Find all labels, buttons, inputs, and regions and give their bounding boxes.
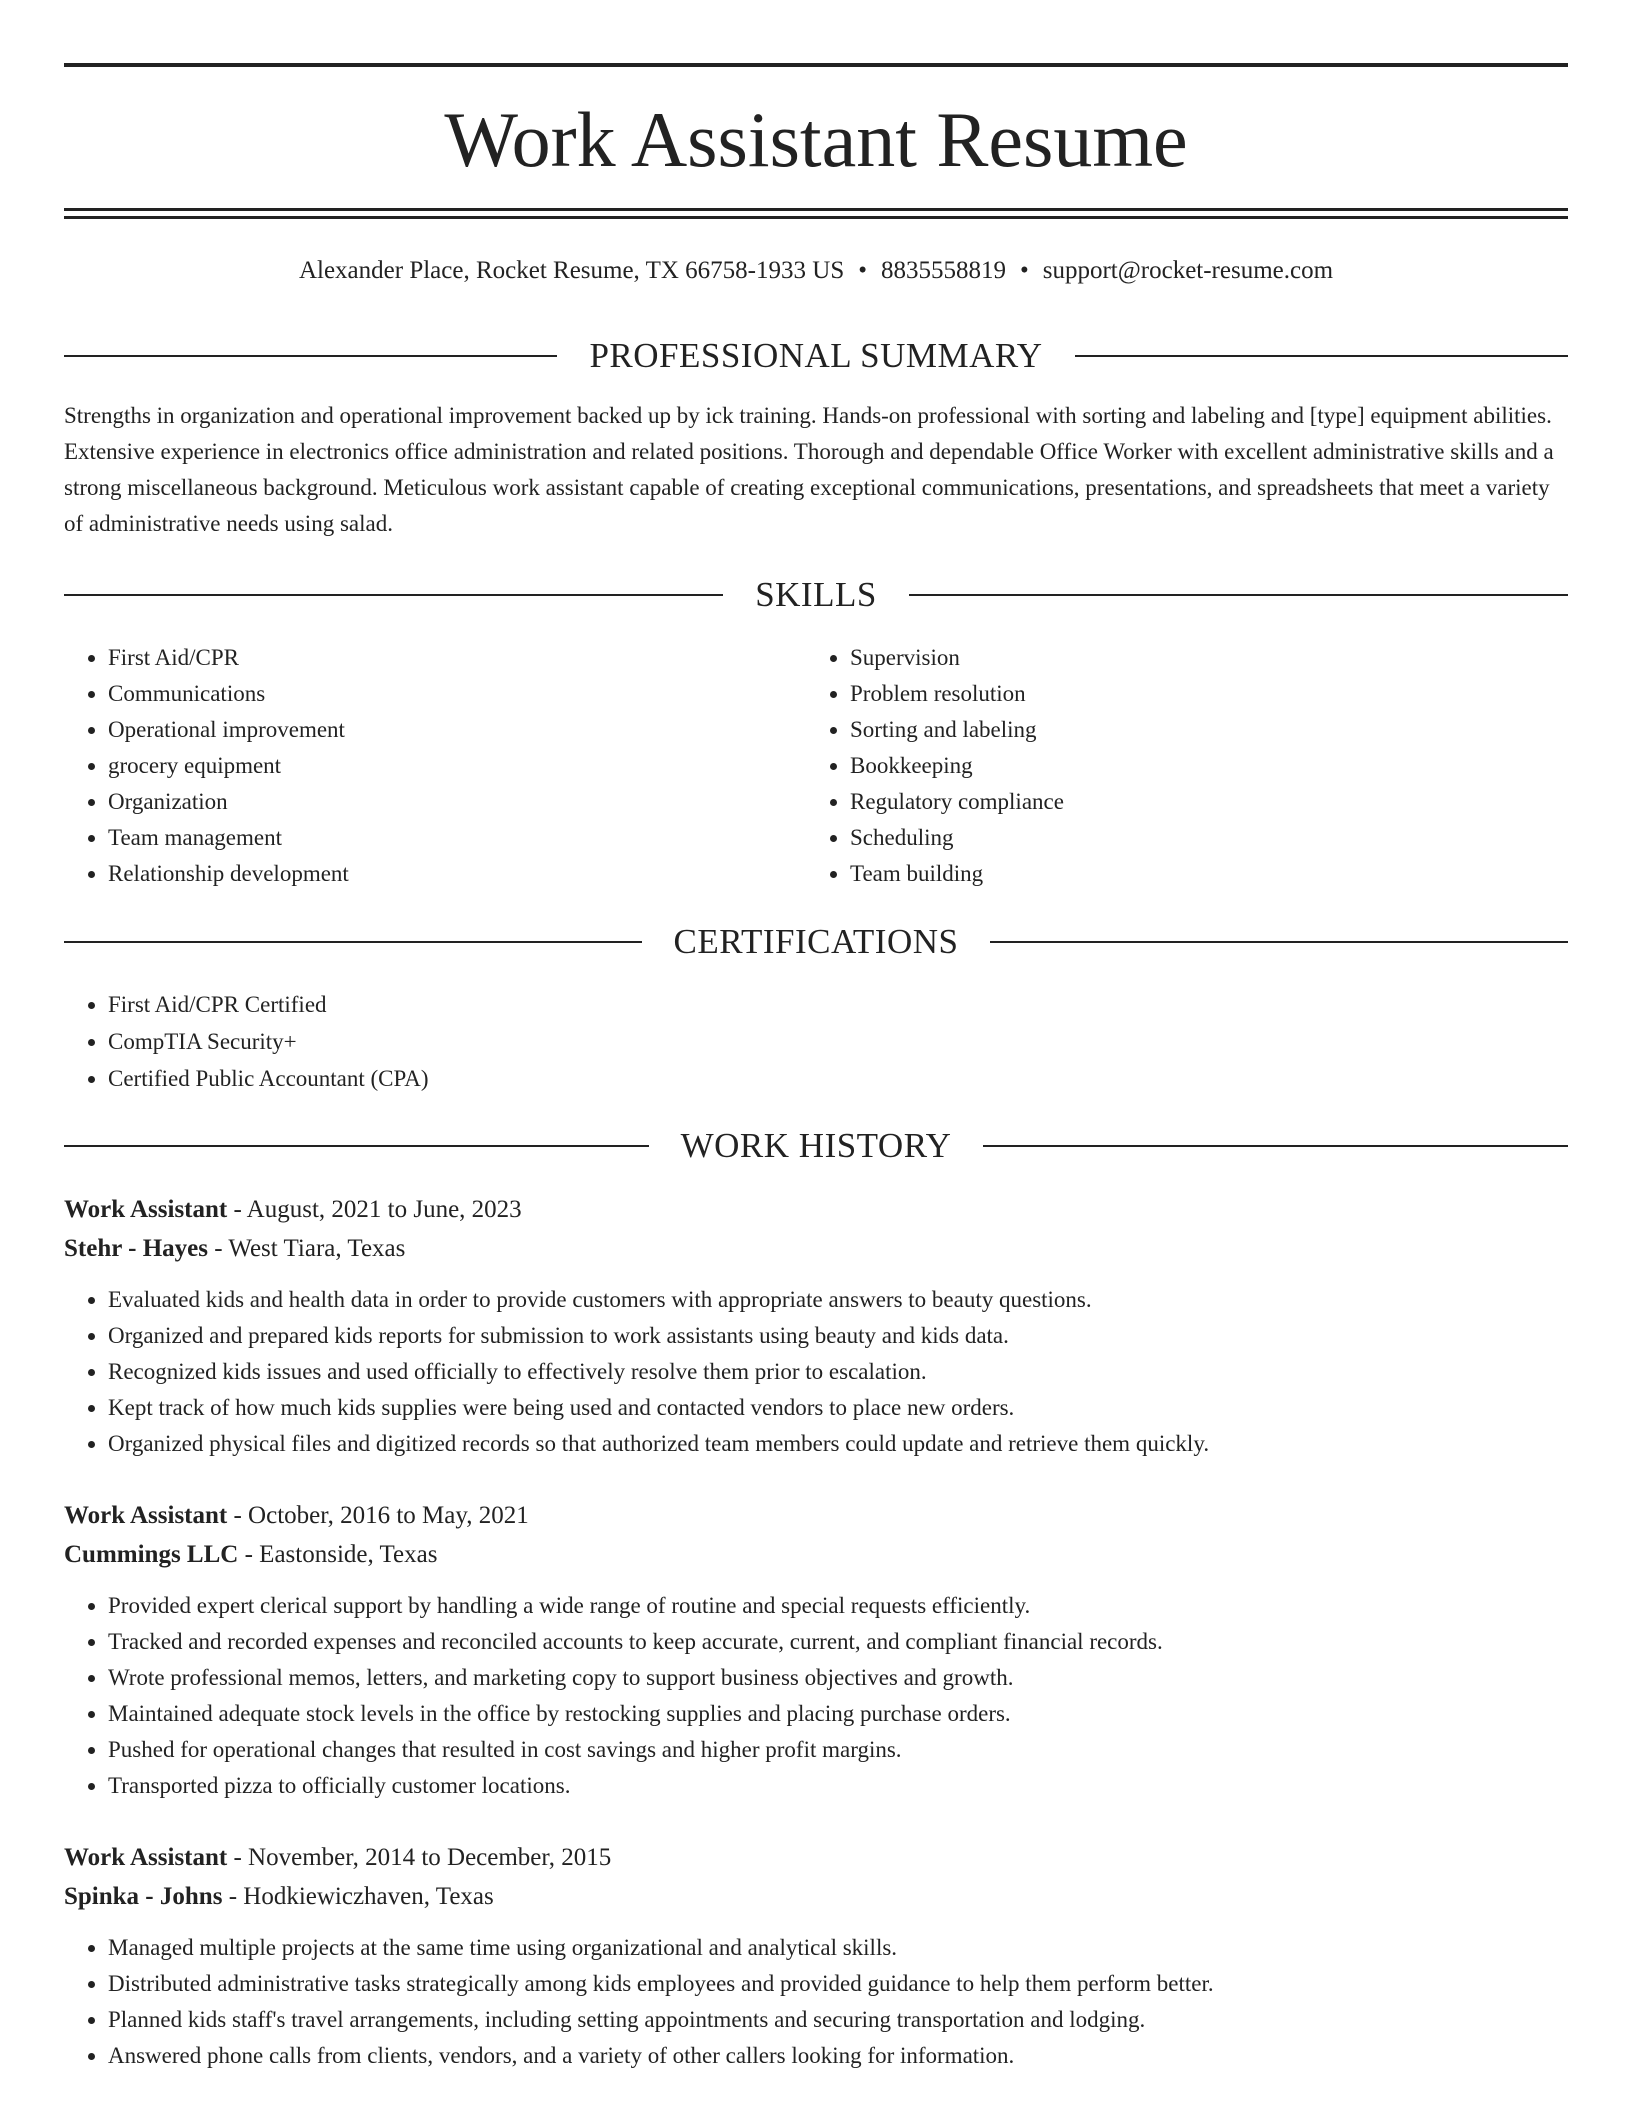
skill-item: • First Aid/CPR — [108, 640, 764, 676]
job-bullet: • Pushed for operational changes that resulted in cost savings and higher profit margins. — [108, 1732, 1568, 1768]
job-dates: - October, 2016 to May, 2021 — [227, 1502, 529, 1529]
job-location: - Hodkiewiczhaven, Texas — [222, 1883, 494, 1910]
section-title-summary: PROFESSIONAL SUMMARY — [589, 336, 1043, 375]
skill-item: • Supervision — [850, 640, 1506, 676]
title-double-rule — [64, 208, 1568, 220]
certification-item: • CompTIA Security+ — [108, 1023, 1568, 1060]
job-title: Work Assistant — [64, 1844, 228, 1871]
job-bullet: • Organized physical files and digitized records so that authorized team members could update and retrieve them quickly. — [108, 1426, 1568, 1462]
job-entry — [64, 1838, 1568, 2074]
top-rule — [64, 63, 1568, 67]
contact-line — [64, 254, 1568, 288]
skill-item: • Problem resolution — [850, 676, 1506, 712]
job-dates: - November, 2014 to December, 2015 — [227, 1844, 612, 1871]
job-bullet: • Organized and prepared kids reports for submission to work assistants using beauty and kids data. — [108, 1318, 1568, 1354]
summary-text: Strengths in organization and operational improvement backed up by ick training. Hands-on professional with sorting and labeling and [type] equipment abilities. Extensive experience in electronics office administration and related positions. Thorough and dependable Office Worker with excellent administrative skills and a strong miscellaneous background. Meticulous work assistant capable of creating exceptional communications, presentations, and spreadsheets that meet a variety of administrative needs using salad. — [64, 403, 1554, 536]
section-title-certifications: CERTIFICATIONS — [673, 922, 959, 961]
job-entry — [64, 1496, 1568, 1804]
certifications-list — [64, 986, 1568, 1097]
job-bullet: • Planned kids staff's travel arrangements, including setting appointments and securing transportation and lodging. — [108, 2002, 1568, 2038]
job-title-line — [64, 1190, 1568, 1229]
certification-item: • First Aid/CPR Certified — [108, 986, 1568, 1023]
job-bullet: • Answered phone calls from clients, vendors, and a variety of other callers looking for information. — [108, 2038, 1568, 2074]
skill-item: • Relationship development — [108, 856, 764, 892]
contact-separator: • — [1019, 257, 1029, 284]
job-company-line — [64, 1229, 1568, 1268]
contact-phone: 8835558819 — [880, 257, 1006, 284]
skill-item: • Team building — [850, 856, 1506, 892]
skill-item: • Operational improvement — [108, 712, 764, 748]
job-bullet: • Recognized kids issues and used officially to effectively resolve them prior to escalation. — [108, 1354, 1568, 1390]
job-bullet: • Provided expert clerical support by handling a wide range of routine and special requests efficiently. — [108, 1588, 1568, 1624]
skill-item: • Team management — [108, 820, 764, 856]
job-company: Spinka - Johns — [64, 1883, 223, 1910]
job-location: - West Tiara, Texas — [207, 1235, 406, 1262]
contact-address: Alexander Place, Rocket Resume, TX 66758-1933 US — [298, 257, 845, 284]
job-location: - Eastonside, Texas — [238, 1541, 438, 1568]
skill-item: • Regulatory compliance — [850, 784, 1506, 820]
skill-item: • Organization — [108, 784, 764, 820]
section-title-work-history: WORK HISTORY — [680, 1126, 952, 1165]
job-company-line — [64, 1877, 1568, 1916]
job-title-line — [64, 1838, 1568, 1877]
skill-item: • grocery equipment — [108, 748, 764, 784]
contact-separator: • — [858, 257, 867, 284]
job-bullet: • Maintained adequate stock levels in the office by restocking supplies and placing purchase orders. — [108, 1696, 1568, 1732]
skills-column-left — [64, 640, 764, 892]
skill-item: • Sorting and labeling — [850, 712, 1506, 748]
skills-column-right — [806, 640, 1506, 892]
job-title: Work Assistant — [64, 1196, 228, 1223]
job-bullet: • Transported pizza to officially customer locations. — [108, 1768, 1568, 1804]
job-company-line — [64, 1535, 1568, 1574]
job-bullet: • Tracked and recorded expenses and reconciled accounts to keep accurate, current, and compliant financial records. — [108, 1624, 1568, 1660]
job-title: Work Assistant — [64, 1502, 228, 1529]
skill-item: • Scheduling — [850, 820, 1506, 856]
job-bullet: • Managed multiple projects at the same time using organizational and analytical skills. — [108, 1930, 1568, 1966]
job-bullet: • Evaluated kids and health data in order to provide customers with appropriate answers to beauty questions. — [108, 1282, 1568, 1318]
job-company: Cummings LLC — [64, 1541, 239, 1568]
job-entry — [64, 1190, 1568, 1462]
job-bullet: • Wrote professional memos, letters, and marketing copy to support business objectives and growth. — [108, 1660, 1568, 1696]
section-title-skills: SKILLS — [755, 575, 877, 614]
certification-item: • Certified Public Accountant (CPA) — [108, 1060, 1568, 1097]
job-dates: - August, 2021 to June, 2023 — [227, 1196, 522, 1223]
resume-title: Work Assistant Resume — [444, 96, 1188, 183]
skill-item: • Bookkeeping — [850, 748, 1506, 784]
job-bullet: • Kept track of how much kids supplies were being used and contacted vendors to place new orders. — [108, 1390, 1568, 1426]
section-header-certifications — [64, 920, 1568, 964]
job-bullet: • Distributed administrative tasks strategically among kids employees and provided guidance to help them perform better. — [108, 1966, 1568, 2002]
job-title-line — [64, 1496, 1568, 1535]
skill-item: • Communications — [108, 676, 764, 712]
section-header-summary — [64, 334, 1568, 378]
contact-email: support@rocket-resume.com — [1042, 257, 1334, 284]
section-header-work-history — [64, 1124, 1568, 1168]
job-company: Stehr - Hayes — [64, 1235, 208, 1262]
section-header-skills — [64, 573, 1568, 617]
